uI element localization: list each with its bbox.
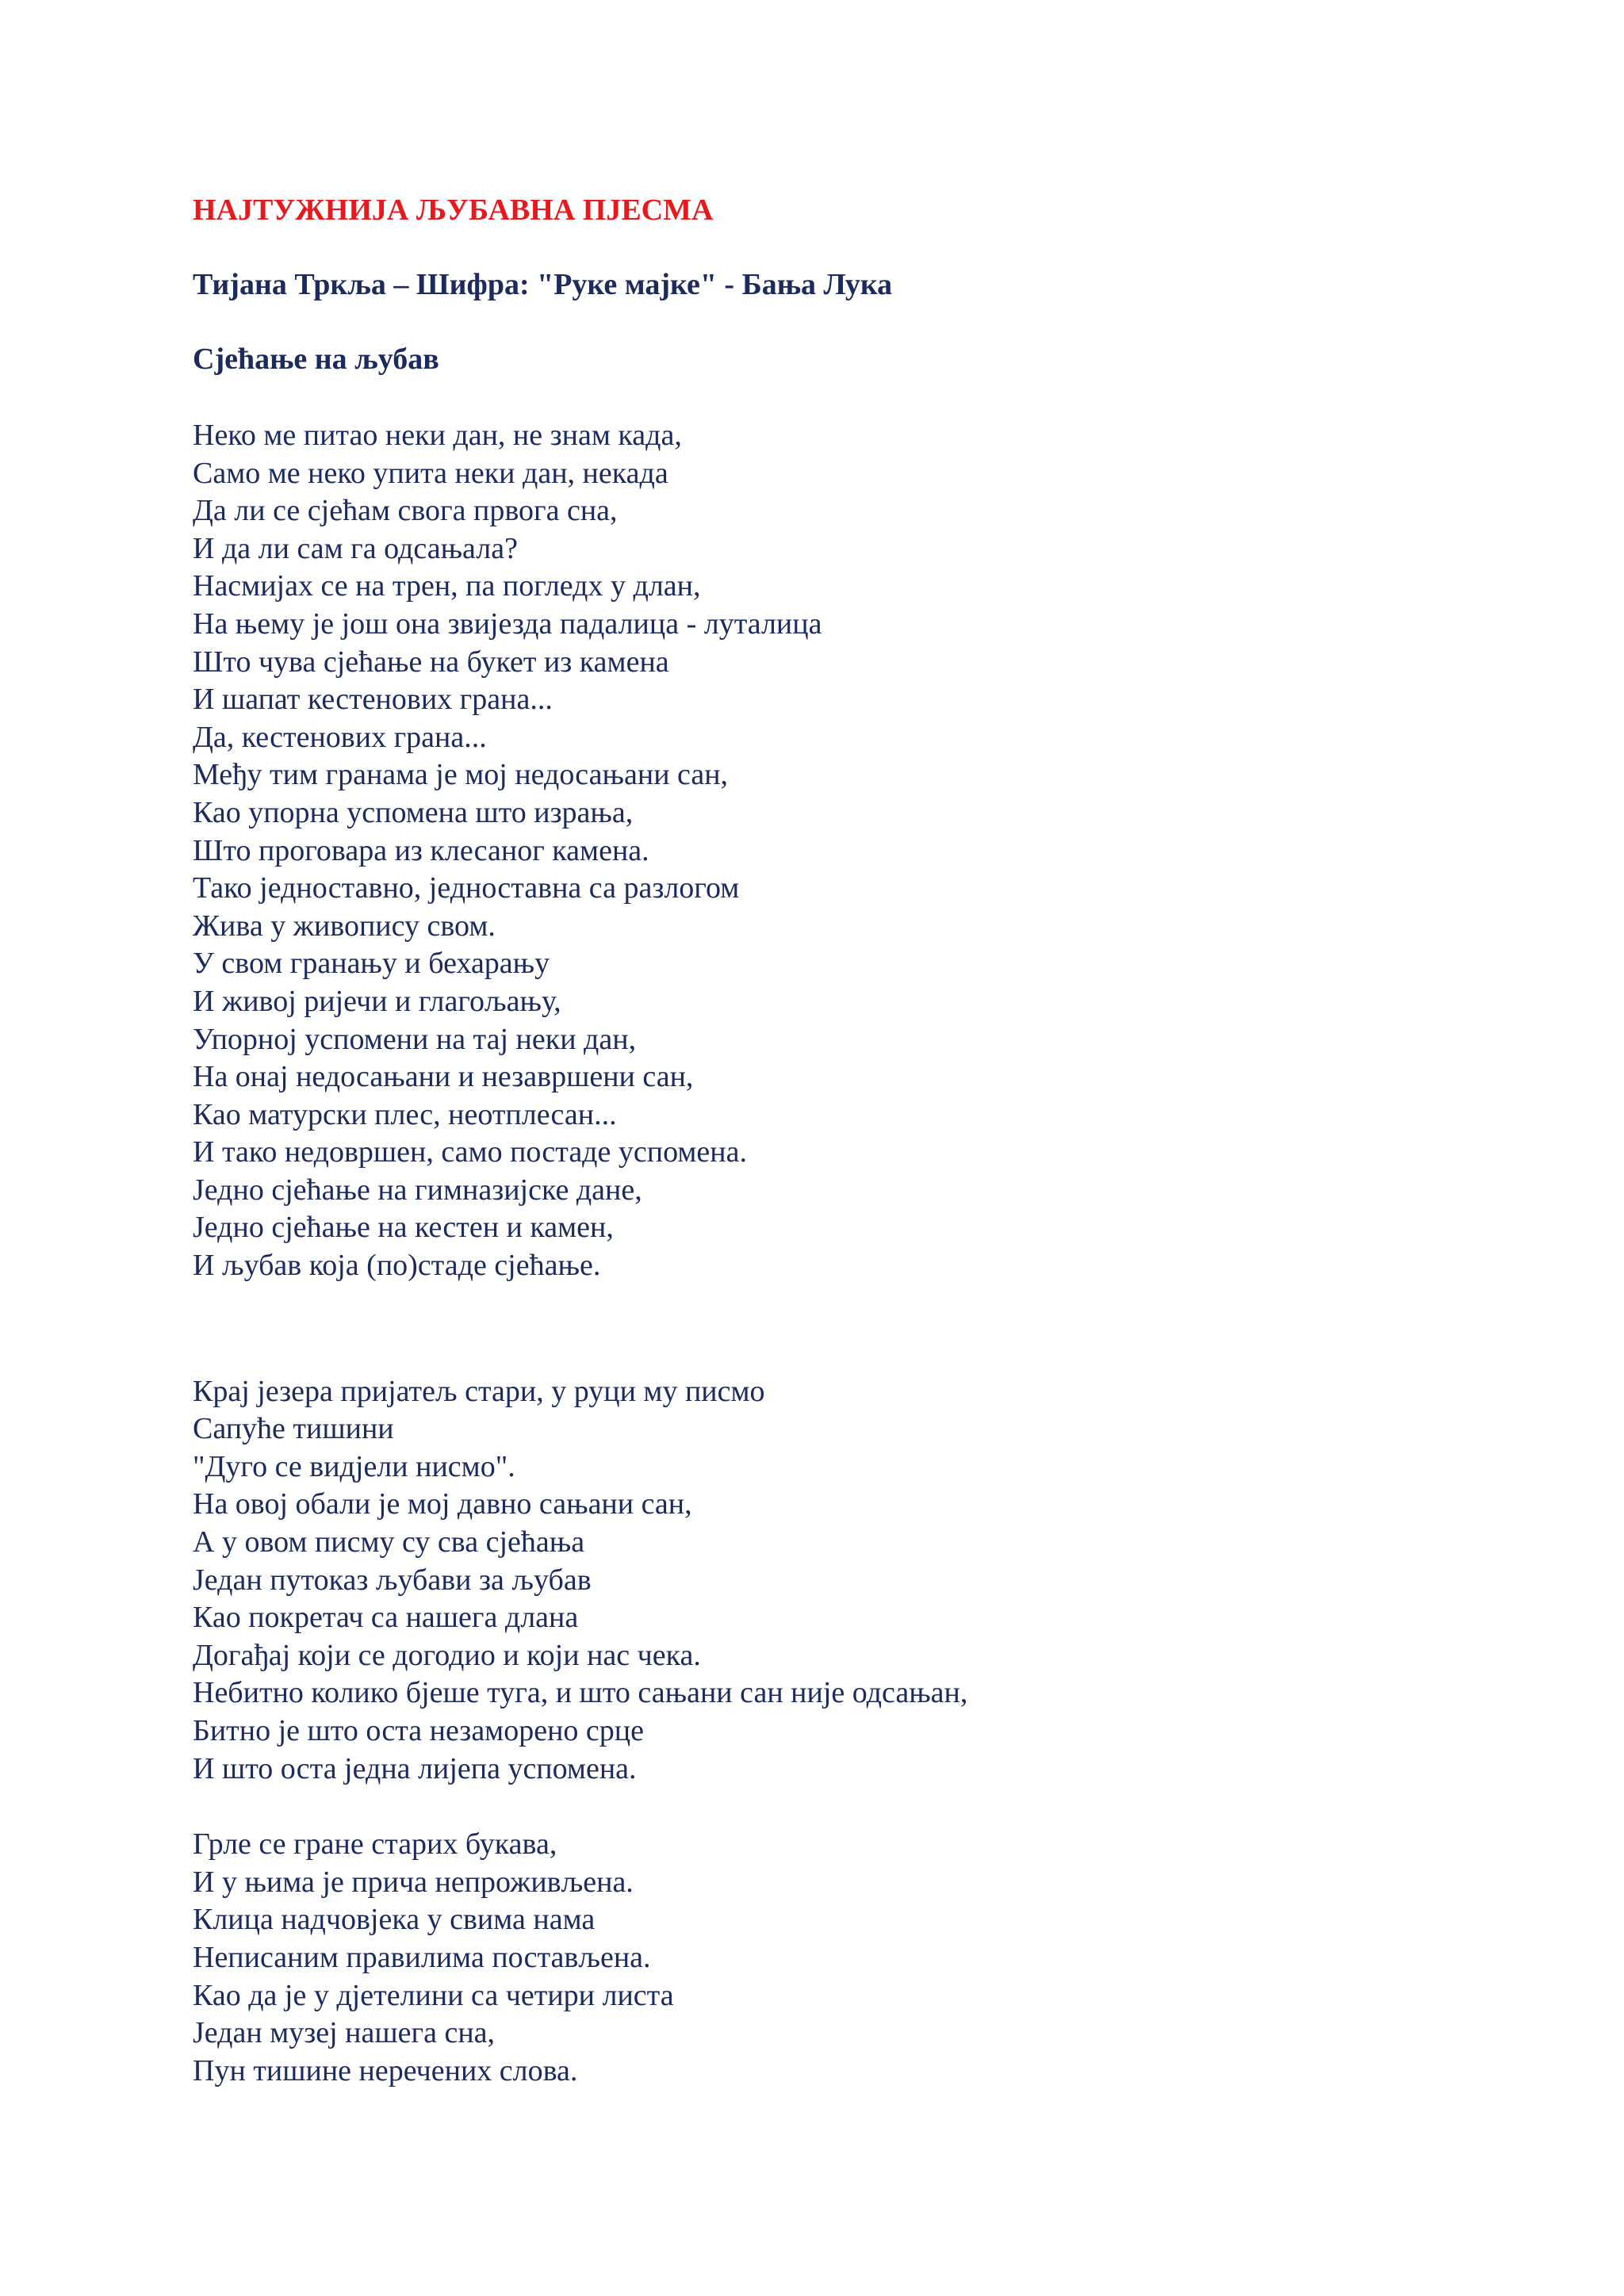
poem-line: И у њима је прича непроживљена. (193, 1865, 634, 1899)
poem-line: У свом гранању и бехарању (193, 947, 550, 981)
poem-line: Насмијах се на трен, па погледх у длан, (193, 569, 701, 603)
poem-line: Небитно колико бјеше туга, и што сањани сан није одсањан, (193, 1676, 968, 1710)
poem-line: И шапат кестенових грана... (193, 683, 553, 717)
poem-line: Један музеј нашега сна, (193, 2016, 496, 2050)
poem-line: И да ли сам га одсањала? (193, 531, 518, 565)
stanza-1 (193, 417, 1541, 1285)
poem-line: Упорној успомени на тај неки дан, (193, 1022, 637, 1056)
poem-line: Као упорна успомена што израња, (193, 795, 634, 829)
poem-line: Што чува сјећање на букет из камена (193, 645, 669, 679)
poem-line: Као да је у дјетелини са четири листа (193, 1978, 674, 2012)
poem-line: Само ме неко упита неки дан, некада (193, 456, 668, 490)
poem-line: И што оста једна лијепа успомена. (193, 1751, 637, 1785)
poem-line: Крај језера пријатељ стари, у руци му писмо (193, 1374, 765, 1408)
poem-line: Неко ме питао неки дан, не знам када, (193, 419, 682, 452)
poem-line: И тако недовршен, само постаде успомена. (193, 1135, 747, 1169)
poem-line: Што проговара из клесаног камена. (193, 833, 649, 867)
poem-line: Сапуће тишини (193, 1412, 394, 1446)
poem-line: Неписаним правилима постављена. (193, 1940, 651, 1974)
poem-line: А у овом писму су сва сјећања (193, 1525, 585, 1559)
poem-line: И љубав која (по)стаде сјећање. (193, 1249, 601, 1283)
poem-title: Сјећање на љубав (193, 342, 439, 376)
poem-line: На овој обали је мој давно сањани сан, (193, 1487, 692, 1521)
poem-line: Једно сјећање на кестен и камен, (193, 1211, 614, 1245)
poem-line: Пун тишине неречених слова. (193, 2053, 578, 2087)
poem-line: На онај недосањани и незавршени сан, (193, 1060, 694, 1094)
poem-line: На њему је још она звијезда падалица - луталица (193, 607, 822, 641)
document-title: НАЈТУЖНИЈА ЉУБАВНА ПЈЕСМА (193, 193, 714, 227)
poem-line: "Дуго се видјели нисмо". (193, 1449, 515, 1483)
poem-line: И живој ријечи и глагољању, (193, 984, 561, 1018)
stanza-3 (193, 1826, 1541, 2090)
poem-line: Жива у живопису свом. (193, 909, 496, 943)
poem-line: Да, кестенових грана... (193, 720, 487, 754)
poem-line: Тако једноставно, једноставна са разлогом (193, 871, 740, 905)
poem-line: Једно сјећање на гимназијске дане, (193, 1173, 642, 1207)
poem-line: Као матурски плес, неотплесан... (193, 1097, 617, 1131)
poem-line: Клица надчовјека у свима нама (193, 1903, 596, 1937)
poem-line: Да ли се сјећам свога првога сна, (193, 494, 618, 528)
poem-line: Међу тим гранама је мој недосањани сан, (193, 758, 729, 792)
poem-line: Као покретач са нашега длана (193, 1601, 579, 1635)
stanza-2 (193, 1373, 1541, 1789)
author-subtitle: Тијана Тркља – Шифра: "Руке мајке" - Бања Лука (193, 268, 893, 301)
document-page (193, 192, 1541, 2090)
poem-line: Грле се гране старих букава, (193, 1827, 557, 1862)
poem-line: Догађај који се догодио и који нас чека. (193, 1638, 701, 1672)
poem-line: Један путоказ љубави за љубав (193, 1563, 592, 1597)
poem-line: Битно је што оста незаморено срце (193, 1714, 644, 1747)
